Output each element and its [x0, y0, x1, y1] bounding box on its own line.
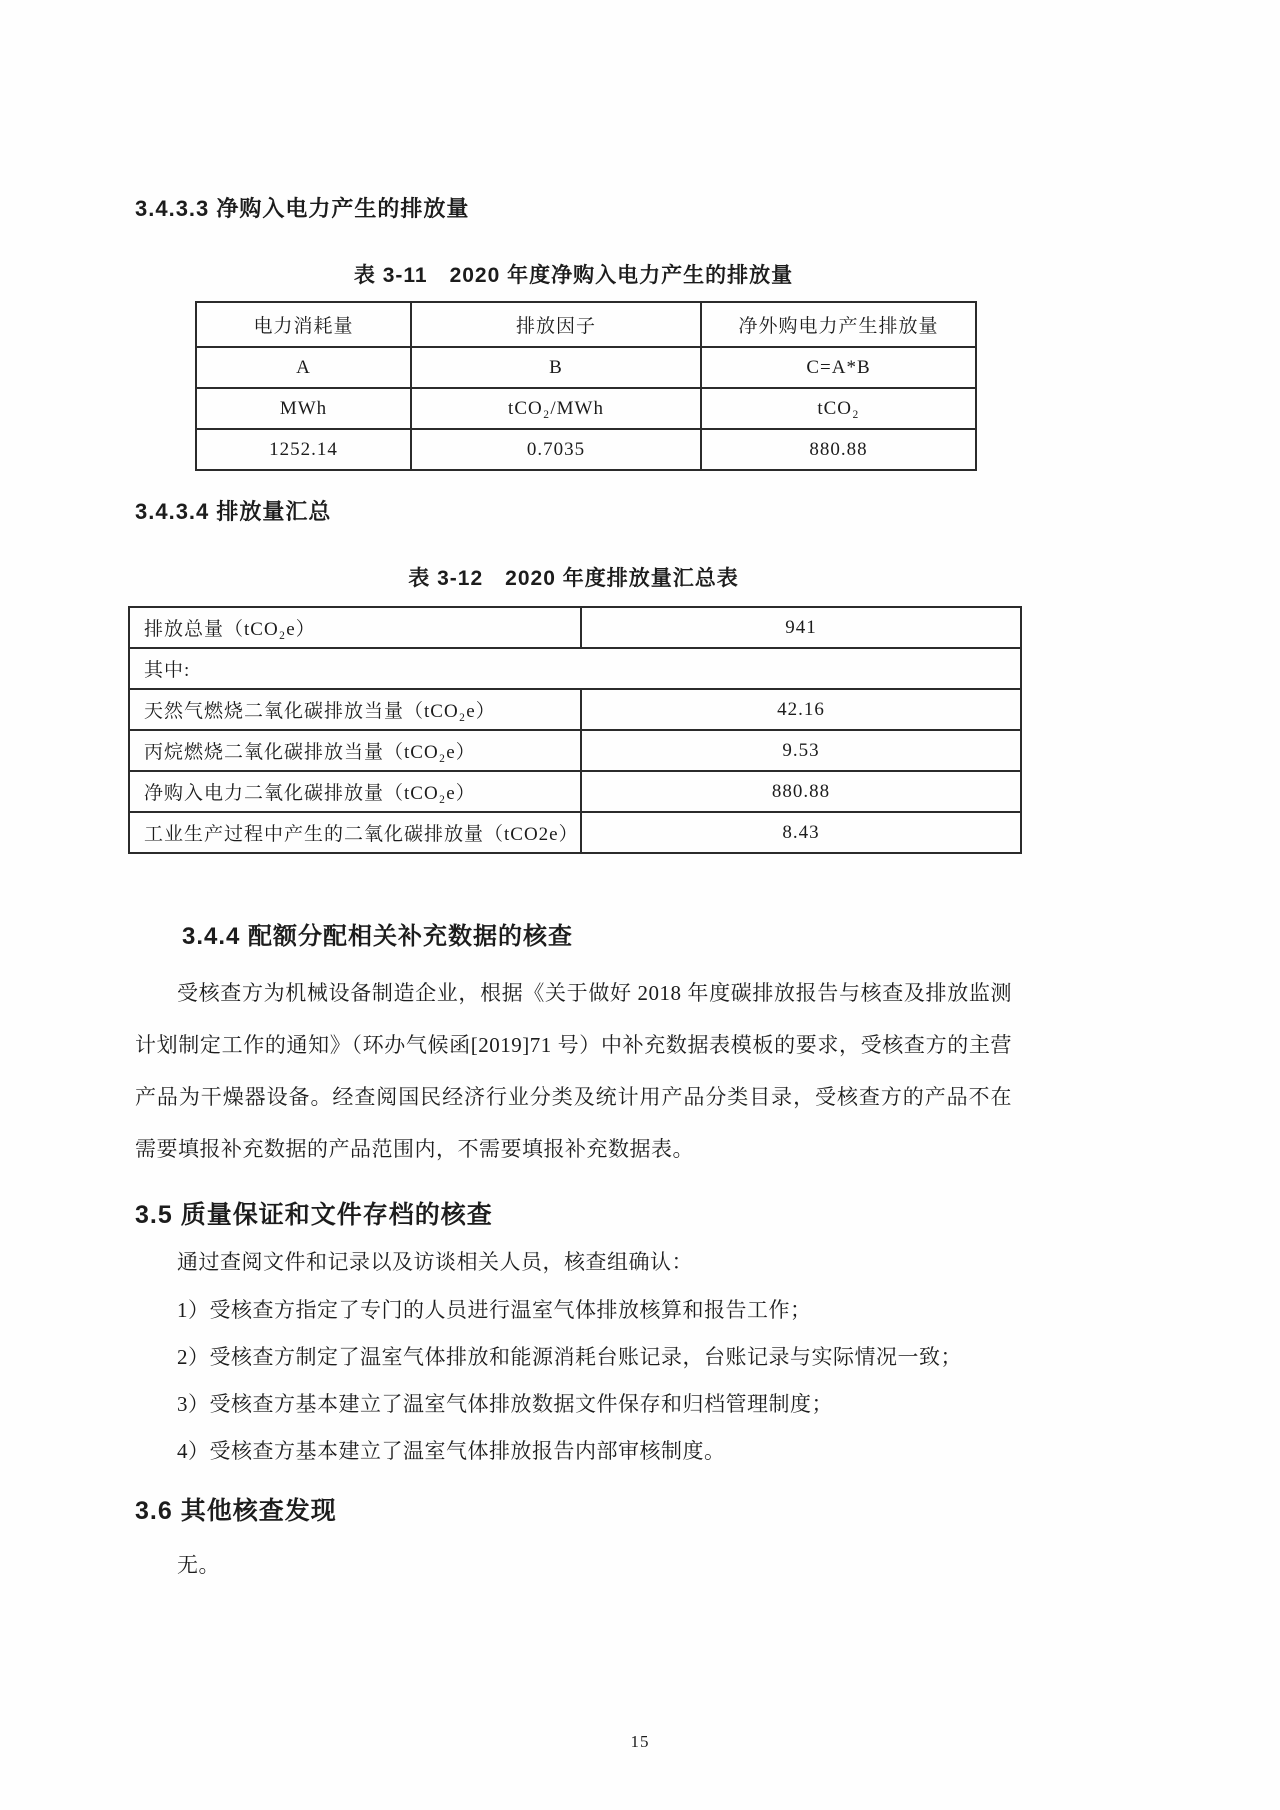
table-row [129, 771, 1021, 812]
table-row [129, 607, 1021, 648]
list-item-1: 1）受核查方指定了专门的人员进行温室气体排放核算和报告工作； [177, 1298, 812, 1322]
table-cell-value: 9.53 [581, 730, 1021, 771]
table-row [129, 689, 1021, 730]
table-header-cell: 电力消耗量 [196, 302, 411, 347]
table-row [196, 347, 976, 388]
table-header-cell: 排放因子 [411, 302, 701, 347]
heading-3-4-4: 3.4.4 配额分配相关补充数据的核查 [182, 923, 574, 950]
table-cell: C=A*B [701, 347, 976, 388]
list-item-3: 3）受核查方基本建立了温室气体排放数据文件保存和归档管理制度； [177, 1392, 833, 1416]
heading-3-5: 3.5 质量保证和文件存档的核查 [135, 1201, 493, 1229]
table-cell-label: 排放总量（tCO₂e） [129, 607, 581, 648]
table-cell-label: 净购入电力二氧化碳排放量（tCO₂e） [129, 771, 581, 812]
heading-3-4-3-3: 3.4.3.3 净购入电力产生的排放量 [135, 196, 470, 221]
table-cell-value: 941 [581, 607, 1021, 648]
table-row [196, 302, 976, 347]
table-3-11-caption [135, 259, 1012, 289]
table-cell-value: 42.16 [581, 689, 1021, 730]
table-row [196, 388, 976, 429]
table-cell: A [196, 347, 411, 388]
paragraph-3-4-4: 受核查方为机械设备制造企业，根据《关于做好 2018 年度碳排放报告与核查及排放监测计划制定工作的通知》（环办气候函[2019]71 号）中补充数据表模板的要求，受核查方的主营产品为干燥器设备。经查阅国民经济行业分类及统计用产品分类目录，受核查方的产品不在需要填报补充数据的产品范围内，不需要填报补充数据表。 [135, 981, 1012, 1161]
page-content [135, 0, 1012, 1591]
heading-3-6: 3.6 其他核查发现 [135, 1497, 337, 1525]
table-cell: 880.88 [701, 429, 976, 470]
page-number: 15 [630, 1732, 650, 1751]
table-3-12 [128, 606, 1022, 854]
table-3-11-caption-title: 2020 年度净购入电力产生的排放量 [449, 264, 794, 287]
table-cell: 1252.14 [196, 429, 411, 470]
table-cell-label: 天然气燃烧二氧化碳排放当量（tCO₂e） [129, 689, 581, 730]
table-cell-label: 丙烷燃烧二氧化碳排放当量（tCO₂e） [129, 730, 581, 771]
list-item-4: 4）受核查方基本建立了温室气体排放报告内部审核制度。 [177, 1439, 726, 1463]
table-cell-among: 其中: [129, 648, 1021, 689]
table-cell: MWh [196, 388, 411, 429]
table-3-12-caption [135, 562, 1012, 592]
table-cell: tCO₂/MWh [411, 388, 701, 429]
table-cell-value: 880.88 [581, 771, 1021, 812]
paragraph-3-6: 无。 [177, 1553, 220, 1577]
table-3-12-caption-title: 2020 年度排放量汇总表 [505, 567, 739, 590]
table-cell-value: 8.43 [581, 812, 1021, 853]
table-cell-label: 工业生产过程中产生的二氧化碳排放量（tCO2e） [129, 812, 581, 853]
table-row [196, 429, 976, 470]
table-3-11 [195, 301, 977, 471]
table-row [129, 730, 1021, 771]
table-cell: tCO₂ [701, 388, 976, 429]
table-3-12-caption-label: 表 3-12 [408, 567, 484, 590]
table-header-cell: 净外购电力产生排放量 [701, 302, 976, 347]
heading-3-4-3-4: 3.4.3.4 排放量汇总 [135, 499, 332, 524]
table-cell: B [411, 347, 701, 388]
paragraph-3-5-intro: 通过查阅文件和记录以及访谈相关人员，核查组确认： [177, 1250, 693, 1274]
table-cell: 0.7035 [411, 429, 701, 470]
table-row [129, 812, 1021, 853]
table-row [129, 648, 1021, 689]
list-item-2: 2）受核查方制定了温室气体排放和能源消耗台账记录，台账记录与实际情况一致； [177, 1345, 962, 1369]
table-3-11-caption-label: 表 3-11 [353, 264, 428, 287]
